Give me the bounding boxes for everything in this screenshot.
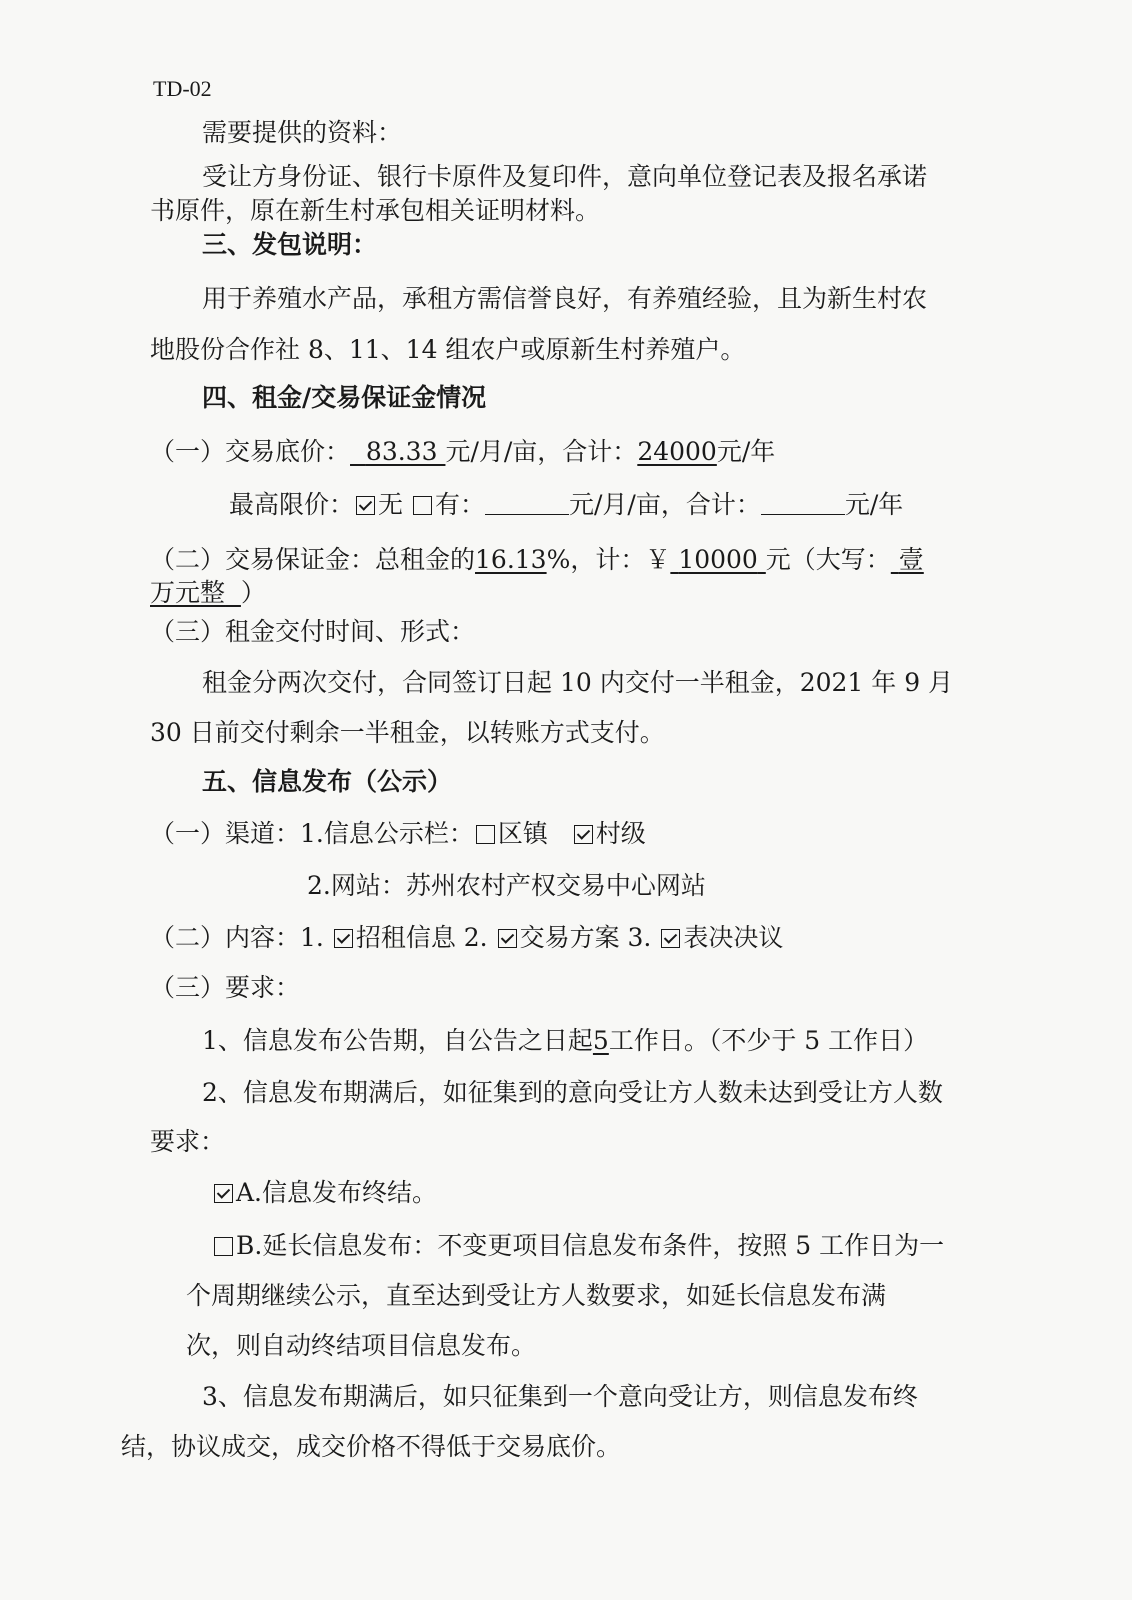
option-b-line-2: 个周期继续公示，直至达到受让方人数要求，如延长信息发布满 bbox=[186, 1281, 887, 1310]
requirement-1 bbox=[202, 1024, 928, 1058]
requirements-title: （三）要求： bbox=[150, 973, 301, 1002]
channel-town-label: 区镇 bbox=[497, 819, 548, 848]
section3-title: 三、发包说明： bbox=[202, 230, 378, 259]
deposit-upper-value-2: 万元整 bbox=[150, 578, 226, 607]
requirement-3-line-1: 3、信息发布期满后，如只征集到一个意向受让方，则信息发布终 bbox=[202, 1382, 918, 1411]
channel-prefix: （一）渠道：1.信息公示栏： bbox=[150, 819, 474, 848]
payment-line-1: 租金分两次交付，合同签订日起 10 内交付一半租金，2021 年 9 月 bbox=[202, 668, 954, 697]
base-price-suffix: 元/年 bbox=[716, 437, 776, 466]
deposit-line-2 bbox=[150, 576, 266, 610]
requirement-2-line-1: 2、信息发布期满后，如征集到的意向受让方人数未达到受让方人数 bbox=[202, 1078, 943, 1107]
content-item3-label: 表决决议 bbox=[683, 923, 784, 952]
deposit-mid: %，计：￥ bbox=[546, 545, 671, 574]
channel-website: 2.网站：苏州农村产权交易中心网站 bbox=[307, 871, 706, 900]
option-b-line-1 bbox=[212, 1229, 944, 1263]
base-price-unit-value: 83.33 bbox=[365, 437, 438, 466]
materials-line-2: 书原件，原在新生村承包相关证明材料。 bbox=[150, 196, 601, 225]
content-item3-checkbox[interactable] bbox=[661, 929, 680, 948]
payment-title: （三）租金交付时间、形式： bbox=[150, 617, 476, 646]
max-price-total-blank[interactable] bbox=[761, 492, 845, 515]
option-b-label: B.延长信息发布：不变更项目信息发布条件，按照 5 工作日为一 bbox=[236, 1231, 945, 1260]
deposit-upper-value-1: 壹 bbox=[898, 545, 924, 574]
requirement-1-text-a: 1、信息发布公告期，自公告之日起 bbox=[202, 1026, 593, 1055]
base-price-total-value: 24000 bbox=[637, 437, 717, 466]
doc-code: TD-02 bbox=[153, 76, 212, 101]
max-price-prefix: 最高限价： bbox=[229, 490, 355, 519]
max-price-has-checkbox[interactable] bbox=[413, 496, 432, 515]
materials-line-1: 受让方身份证、银行卡原件及复印件，意向单位登记表及报名承诺 bbox=[202, 162, 928, 191]
max-price-suffix: 元/年 bbox=[844, 490, 904, 519]
deposit-percent-value: 16.13 bbox=[475, 545, 547, 574]
base-price-prefix: （一）交易底价： bbox=[150, 437, 351, 466]
materials-heading: 需要提供的资料： bbox=[202, 118, 403, 147]
requirement-2-line-2: 要求： bbox=[150, 1127, 226, 1156]
option-b-checkbox[interactable] bbox=[214, 1237, 233, 1256]
deposit-amount-value: 10000 bbox=[678, 545, 758, 574]
channel-village-label: 村级 bbox=[595, 819, 646, 848]
max-price-unit-blank[interactable] bbox=[485, 492, 569, 515]
option-a-label: A.信息发布终结。 bbox=[236, 1178, 438, 1207]
option-a-checkbox[interactable] bbox=[214, 1184, 233, 1203]
requirement-3-line-2: 结，协议成交，成交价格不得低于交易底价。 bbox=[121, 1432, 622, 1461]
deposit-close: ） bbox=[240, 578, 266, 607]
base-price-line bbox=[150, 435, 775, 469]
deposit-line bbox=[150, 543, 924, 577]
section3-line-2: 地股份合作社 8、11、14 组农户或原新生村养殖户。 bbox=[150, 335, 746, 364]
requirement-1-text-b: 工作日。（不少于 5 工作日） bbox=[608, 1026, 929, 1055]
section5-title: 五、信息发布（公示） bbox=[202, 767, 453, 796]
option-b-line-3: 次，则自动终结项目信息发布。 bbox=[186, 1331, 537, 1360]
channel-town-checkbox[interactable] bbox=[476, 825, 495, 844]
content-item1-label: 招租信息 2. bbox=[355, 923, 488, 952]
section4-title: 四、租金/交易保证金情况 bbox=[202, 383, 487, 412]
option-a-line bbox=[212, 1176, 437, 1210]
deposit-mid2: 元（大写： bbox=[765, 545, 891, 574]
max-price-none-checkbox[interactable] bbox=[356, 496, 375, 515]
content-item2-checkbox[interactable] bbox=[498, 929, 517, 948]
content-item1-checkbox[interactable] bbox=[334, 929, 353, 948]
max-price-mid: 元/月/亩，合计： bbox=[569, 490, 761, 519]
deposit-prefix: （二）交易保证金：总租金的 bbox=[150, 545, 476, 574]
requirement-1-days: 5 bbox=[592, 1026, 609, 1055]
max-price-line bbox=[229, 488, 903, 522]
max-price-has-label: 有： bbox=[434, 490, 485, 519]
channel-line bbox=[150, 817, 646, 851]
base-price-mid: 元/月/亩，合计： bbox=[445, 437, 638, 466]
channel-village-checkbox[interactable] bbox=[574, 825, 593, 844]
payment-line-2: 30 日前交付剩余一半租金，以转账方式支付。 bbox=[150, 718, 665, 747]
max-price-none-label: 无 bbox=[378, 490, 404, 519]
content-line bbox=[150, 921, 783, 955]
content-prefix: （二）内容：1. bbox=[150, 923, 324, 952]
section3-line-1: 用于养殖水产品，承租方需信誉良好，有养殖经验，且为新生村农 bbox=[202, 284, 928, 313]
content-item2-label: 交易方案 3. bbox=[519, 923, 652, 952]
